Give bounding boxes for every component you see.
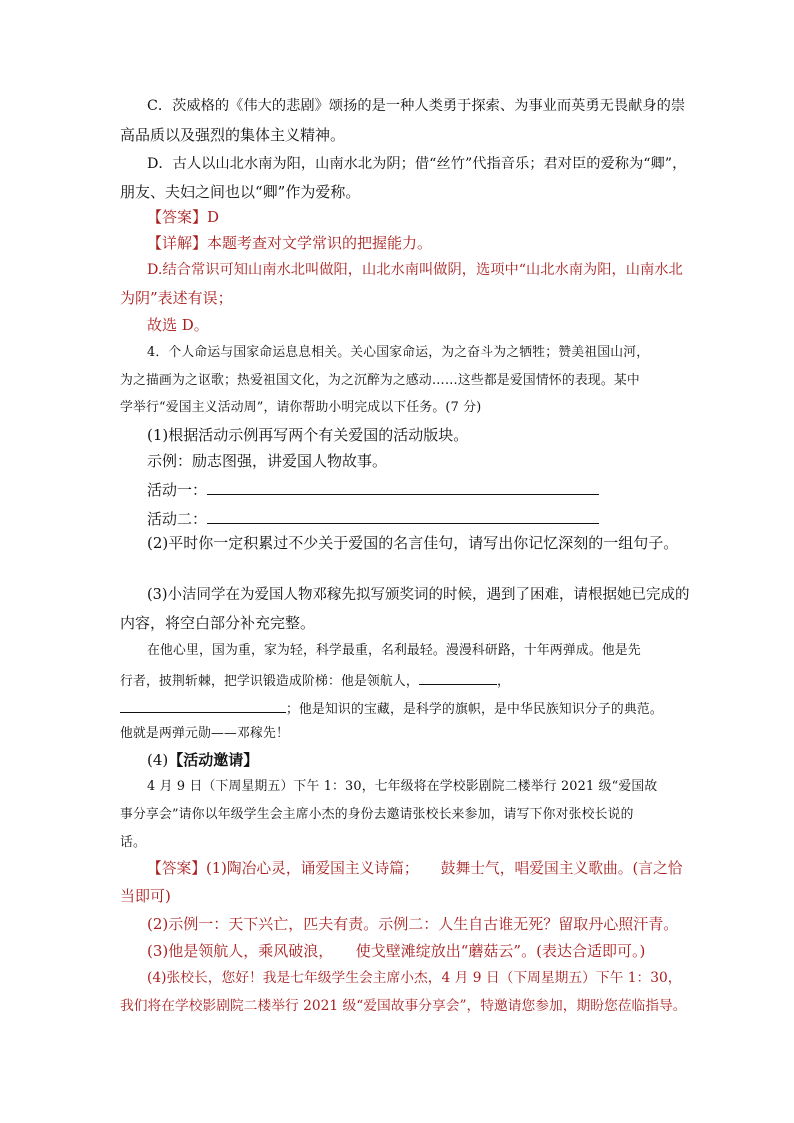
activity2-blank [207,508,599,524]
q4-ans4-line2: 我们将在学校影剧院二楼举行 2021 级“爱国故事分享会”，特邀请您参加，期盼您莅临指导。 [120,998,687,1014]
invite-line2: 事分享会”请你以年级学生会主席小杰的身份去邀请张校长来参加，请写下你对张校长说的 [120,807,634,822]
explain-tag: 【详解】 [147,234,208,252]
part4-heading [147,750,258,770]
part4-title: 【活动邀请】 [168,751,259,769]
award-line3 [120,697,663,720]
activity2-row [147,508,599,529]
activity1-row [147,479,599,500]
q3-conclusion: 故选 D。 [147,316,209,334]
option-d-line2: 朋友、夫妇之间也以“卿”作为爱称。 [120,183,361,201]
answer-tag: 【答案】 [147,208,208,226]
part1-example: 示例：励志图强，讲爱国人物故事。 [147,452,388,470]
award-line2-comma: ， [496,674,510,689]
option-d-line1: D．古人以山北水南为阳，山南水北为阴；借“丝竹”代指音乐；君对臣的爱称为“卿”， [147,156,687,172]
award-line2-text: 行者，披荆斩棘，把学识锻造成阶梯：他是领航人， [120,674,419,689]
part1-prompt: (1)根据活动示例再写两个有关爱国的活动版块。 [147,426,469,444]
q4-ans2: (2)示例一：天下兴亡，匹夫有责。示例二：人生自古谁无死？留取丹心照汗青。 [147,915,679,933]
explain-line2: 为阴”表述有误； [120,289,233,307]
q4-answer-tag: 【答案】 [147,860,206,877]
q3-explain [147,233,432,253]
answer-value: D [207,208,220,226]
explain-line1: D.结合常识可知山南水北叫做阳，山北水南叫做阴，选项中“山北水南为阳，山南水北 [147,262,683,278]
activity1-blank [207,479,599,495]
award-blank2 [120,697,286,713]
q3-answer [147,207,219,227]
part3-line1: (3)小洁同学在为爱国人物邓稼先拟写颁奖词的时候，遇到了困难，请根据她已完成的 [147,587,690,603]
activity2-label: 活动二： [147,510,208,528]
part3-line2: 内容，将空白部分补充完整。 [120,614,316,632]
activity1-label: 活动一： [147,481,208,499]
part4-num: (4) [147,751,169,769]
invite-line1: 4 月 9 日（下周星期五）下午 1：30，七年级将在学校影剧院二楼举行 2021 级“爱国故 [147,779,658,794]
q4-ans1-line2: 当即可) [120,887,171,905]
invite-line3: 话。 [120,835,146,850]
award-line4: 他就是两弹元勋——邓稼先！ [120,726,289,741]
q4-answer-line1 [147,859,683,879]
q4-ans4-line1: (4)张校长，您好！我是七年级学生会主席小杰，4 月 9 日（下周星期五）下午 1：30， [147,970,682,986]
option-c-line2: 高品质以及强烈的集体主义精神。 [120,126,346,144]
q4-ans3: (3)他是领航人，乘风破浪， 使戈壁滩绽放出“蘑菇云”。(表达合适即可。) [147,942,646,960]
award-blank1 [419,669,497,685]
part2-prompt: (2)平时你一定积累过不少关于爱国的名言佳句，请写出你记忆深刻的一组句子。 [147,534,679,552]
q4-intro-line2: 为之描画为之讴歌；热爱祖国文化，为之沉醉为之感动……这些都是爱国情怀的表现。某中 [120,373,640,388]
explain-text: 本题考查对文学常识的把握能力。 [207,234,433,252]
award-line1: 在他心里，国为重，家为轻，科学最重，名利最轻。漫漫科研路，十年两弹成。他是先 [147,643,641,658]
award-line3-text: ；他是知识的宝藏，是科学的旗帜，是中华民族知识分子的典范。 [286,702,663,717]
option-c-line1: C．茨威格的《伟大的悲剧》颂扬的是一种人类勇于探索、为事业而英勇无畏献身的崇 [147,98,686,114]
q4-intro-line3: 学举行“爱国主义活动周”，请你帮助小明完成以下任务。(7 分) [120,400,482,415]
award-line2 [120,669,510,692]
q4-ans1-text: (1)陶冶心灵，诵爱国主义诗篇； 鼓舞士气，唱爱国主义歌曲。(言之恰 [206,860,683,877]
q4-intro-line1: 4．个人命运与国家命运息息相关。关心国家命运，为之奋斗为之牺牲；赞美祖国山河， [147,345,650,360]
